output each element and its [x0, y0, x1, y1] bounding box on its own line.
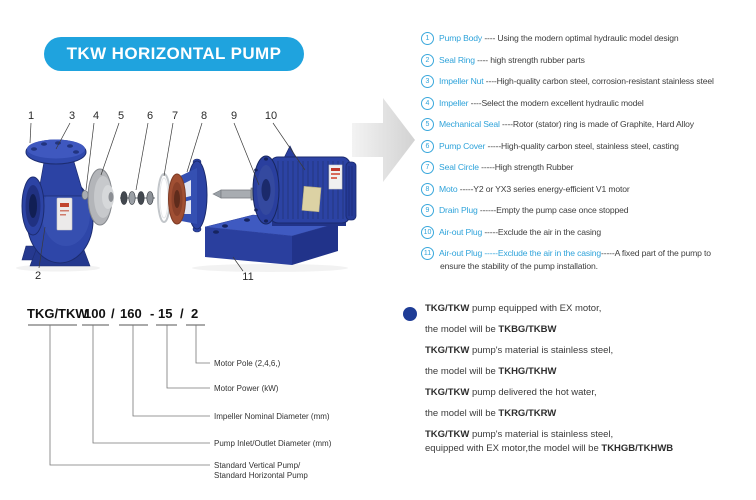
part-number-badge: 2 — [421, 54, 434, 67]
label-motor-power: Motor Power (kW) — [214, 384, 279, 393]
note-line — [425, 408, 752, 420]
part-text-seg: -----A fixed part of the pump to — [601, 248, 711, 258]
part-list-item — [421, 97, 756, 110]
code-series: TKG/TKW — [27, 306, 88, 321]
callout-6: 6 — [146, 110, 154, 122]
callout-9: 9 — [230, 110, 238, 122]
parts-legend-list — [421, 32, 756, 281]
note-seg: TKG/TKW — [425, 387, 470, 398]
part-text-seg: Moto — [439, 183, 458, 194]
motor-shadow — [192, 264, 348, 272]
part-text — [439, 161, 573, 174]
part-text-seg: Seal Circle — [439, 162, 479, 172]
part-number-badge: 1 — [421, 32, 434, 45]
pump-exploded-diagram — [0, 0, 430, 300]
note-seg: TKHG/TKHW — [498, 366, 557, 377]
note-line — [425, 324, 752, 336]
part-text-seg: -----High-quality carbon steel, stainless steel, casting — [485, 140, 679, 151]
label-standard-horizontal: Standard Horizontal Pump — [214, 471, 308, 480]
callout-3: 3 — [68, 110, 76, 122]
part-number-badge: 7 — [421, 161, 434, 174]
part-list-item — [421, 32, 756, 45]
callout-10: 10 — [264, 110, 278, 122]
model-notes — [400, 303, 752, 464]
callout-2: 2 — [34, 270, 42, 282]
model-code-tokens — [27, 306, 198, 321]
part-text-seg: -----Y2 or YX3 series energy-efficient V1 motor — [457, 183, 630, 194]
part-number-badge: 6 — [421, 140, 434, 153]
note-seg: the model will be — [425, 408, 499, 419]
part-text-seg: Seal Ring — [439, 54, 475, 65]
label-inlet-outlet: Pump Inlet/Outlet Diameter (mm) — [214, 439, 332, 448]
part-text-seg: ------Empty the pump case once stopped — [477, 205, 629, 215]
impeller-nut — [82, 191, 88, 200]
part-text — [439, 97, 644, 110]
code-pole: 2 — [191, 306, 199, 321]
part-list-item — [421, 161, 756, 174]
note-seg: TKHGB/TKHWB — [601, 443, 674, 454]
code-impeller: 160 — [120, 306, 142, 321]
note-seg: TKG/TKW — [425, 345, 470, 356]
impeller — [88, 169, 114, 225]
part-text — [439, 183, 630, 196]
part-number-badge: 10 — [421, 226, 434, 239]
part-number-badge: 4 — [421, 97, 434, 110]
part-text-continuation: ensure the stability of the pump installation. — [440, 260, 598, 271]
code-sep2: - — [150, 306, 155, 321]
part-text — [439, 118, 694, 131]
part-text-seg: -----Exclude the air in the casing — [482, 226, 602, 237]
callout-7: 7 — [171, 110, 179, 122]
pump-body — [22, 140, 93, 267]
part-text — [439, 140, 679, 153]
note-seg: TKG/TKW — [425, 303, 470, 314]
note-seg: TKG/TKW — [425, 429, 470, 440]
page-title: TKW HORIZONTAL PUMP — [44, 37, 304, 71]
part-list-item — [421, 183, 756, 196]
part-text — [439, 204, 628, 217]
code-sep1: / — [111, 306, 115, 321]
part-text — [439, 247, 711, 272]
code-labels — [214, 359, 332, 480]
part-text-seg: -----High strength Rubber — [478, 162, 574, 172]
note-seg: pump's material is stainless steel, — [469, 345, 614, 356]
right-arrow-icon — [352, 98, 415, 182]
note-line — [425, 443, 752, 455]
part-text — [439, 226, 601, 239]
part-list-item — [421, 247, 756, 272]
part-text-seg: Pump Cover — [439, 140, 486, 151]
callout-1: 1 — [27, 110, 35, 122]
note-line — [425, 303, 752, 315]
part-list-item — [421, 118, 756, 131]
motor — [253, 146, 356, 226]
part-text-seg: Mechanical Seal — [439, 119, 500, 129]
note-seg: pump equipped with EX motor, — [469, 303, 602, 314]
note-seg: the model will be — [425, 366, 499, 377]
note-seg: pump delivered the hot water, — [469, 387, 597, 398]
part-text-seg: Pump Body — [439, 33, 483, 43]
part-number-badge: 8 — [421, 183, 434, 196]
part-list-item — [421, 140, 756, 153]
part-text-seg: Drain Plug — [439, 205, 478, 215]
callout-11: 11 — [242, 271, 254, 283]
part-text — [439, 32, 679, 45]
note-line — [425, 366, 752, 378]
part-list-item — [421, 75, 756, 88]
part-text-seg: ---- high strength rubber parts — [474, 54, 585, 65]
part-number-badge: 9 — [421, 204, 434, 217]
part-text — [439, 75, 714, 88]
code-sep3: / — [180, 306, 184, 321]
part-text-seg: Impeller Nut — [439, 76, 484, 86]
part-text-seg: Air-out Plug — [439, 226, 483, 237]
part-list-item — [421, 54, 756, 67]
note-seg: pump's material is stainless steel, — [469, 429, 614, 440]
label-impeller-diameter: Impeller Nominal Diameter (mm) — [214, 412, 330, 421]
part-number-badge: 11 — [421, 247, 434, 260]
part-text-seg: Air-out Plug -----Exclude the air in the casing — [439, 248, 602, 258]
code-power: 15 — [158, 306, 173, 321]
part-list-item — [421, 204, 756, 217]
part-text-seg: ----Rotor (stator) ring is made of Graphite, Hard Alloy — [499, 119, 694, 129]
part-number-badge: 5 — [421, 118, 434, 131]
note-seg: equipped with EX motor,the model will be — [425, 443, 602, 454]
label-standard-vertical: Standard Vertical Pump/ — [214, 461, 301, 470]
part-text-seg: Impeller — [439, 97, 469, 108]
part-list-item — [421, 226, 756, 239]
mechanical-seal-parts — [120, 192, 155, 205]
part-text-seg: ----Select the modern excellent hydraulic model — [468, 97, 644, 108]
part-text — [439, 54, 585, 67]
note-line — [425, 345, 752, 357]
note-line — [425, 387, 752, 399]
label-motor-pole: Motor Pole (2,4,6,) — [214, 359, 281, 368]
callout-8: 8 — [200, 110, 208, 122]
note-seg: TKBG/TKBW — [498, 324, 557, 335]
note-seg: TKRG/TKRW — [498, 408, 557, 419]
note-line — [425, 429, 752, 441]
note-seg: the model will be — [425, 324, 499, 335]
model-notes-lines — [425, 303, 752, 455]
callout-4: 4 — [92, 110, 100, 122]
callout-5: 5 — [117, 110, 125, 122]
part-number-badge: 3 — [421, 75, 434, 88]
code-connector-lines — [50, 325, 210, 465]
part-text-seg: ----High-quality carbon steel, corrosion-resistant stainless steel — [483, 76, 714, 86]
code-inlet: 100 — [84, 306, 106, 321]
bullet-circle-icon — [403, 307, 417, 321]
model-code-diagram — [0, 295, 400, 495]
part-text-seg: ---- Using the modern optimal hydraulic model design — [482, 33, 679, 43]
